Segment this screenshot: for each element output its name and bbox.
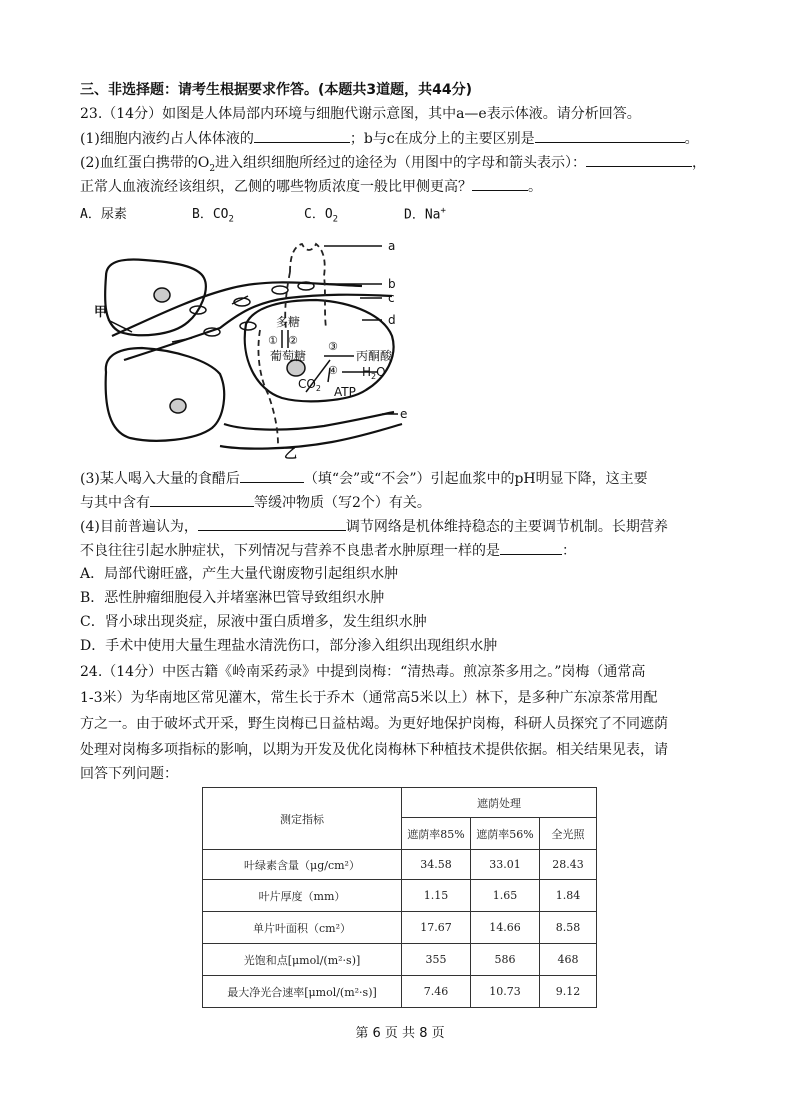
q23-part3-text-c: 与其中含有 (80, 495, 150, 511)
cell-value: 1.15 (402, 880, 471, 912)
q23-part2-text-c: 正常人血液流经该组织，乙侧的哪些物质浓度一般比甲侧更高？ (80, 179, 472, 195)
table-row (203, 976, 597, 1008)
q23-options (80, 201, 446, 230)
q23-part4-text-b: 调节网络是机体维持稳态的主要调节机制。长期营养 (345, 519, 668, 535)
step-4: ④ (328, 364, 338, 377)
page-footer: 第 6 页 共 8 页 (355, 1026, 445, 1041)
h2o-text: H (362, 365, 372, 379)
q23-part1-text-a: (1)细胞内液约占人体体液的 (80, 131, 254, 147)
cell-lower-left (106, 348, 225, 441)
q23-part4-option-d: D．手术中使用大量生理盐水清洗伤口，部分渗入组织出现组织水肿 (80, 638, 498, 654)
row-label: 光饱和点[μmol/(m²·s)] (203, 944, 402, 976)
header-indicator: 测定指标 (203, 788, 402, 850)
label-e: e (400, 407, 408, 421)
label-c: c (388, 291, 395, 305)
answer-blank[interactable] (535, 128, 685, 143)
q23-part2-question (80, 176, 542, 197)
cell-value: 14.66 (471, 912, 540, 944)
label-d: d (388, 313, 396, 327)
option-d (404, 201, 446, 225)
cell-value: 28.43 (540, 850, 597, 880)
q23-part4-text-c: 不良往往引起水肿症状，下列情况与营养不良患者水肿原理一样的是 (80, 543, 500, 559)
q23-part1-text-b: ；b与c在成分上的主要区别是 (349, 131, 535, 147)
punctuation: 。 (528, 179, 542, 195)
q23-part2-text-b: 进入组织细胞所经过的途径为（用图中的字母和箭头表示）： (215, 155, 587, 171)
header-shading-group: 遮荫处理 (402, 788, 597, 818)
cell-value: 355 (402, 944, 471, 976)
label-pyruvate: 丙酮酸 (356, 349, 393, 363)
tissue-diagram (92, 232, 428, 462)
q23-part4-option-c: C．肾小球出现炎症，尿液中蛋白质增多，发生组织水肿 (80, 614, 427, 630)
option-d-text: D．Na (404, 207, 441, 223)
cell-value: 34.58 (402, 850, 471, 880)
table-row (203, 912, 597, 944)
label-b: b (388, 277, 396, 291)
cell-value: 1.65 (471, 880, 540, 912)
q24-line-4: 处理对岗梅多项指标的影响，以期为开发及优化岗梅林下种植技术提供依据。相关结果见表，请 (80, 742, 668, 758)
answer-blank[interactable] (586, 152, 692, 167)
label-h2o (362, 365, 386, 381)
cell-value: 468 (540, 944, 597, 976)
cell-value: 10.73 (471, 976, 540, 1008)
red-blood-cell (272, 286, 288, 294)
row-label: 最大净光合速率[μmol/(m²·s)] (203, 976, 402, 1008)
subscript: 2 (228, 214, 234, 225)
punctuation: ， (692, 155, 707, 171)
step-1: ① (268, 334, 278, 347)
nucleus (154, 288, 170, 302)
label-a: a (388, 239, 396, 253)
q23-part4-option-b: B．恶性肿瘤细胞侵入并堵塞淋巴管导致组织水肿 (80, 590, 385, 606)
cell-value: 7.46 (402, 976, 471, 1008)
answer-blank[interactable] (254, 128, 350, 143)
table-header-row (203, 788, 597, 818)
label-atp: ATP (334, 385, 356, 399)
label-jia: 甲 (94, 305, 108, 320)
q24-line-2: 1-3米）为华南地区常见灌木，常生长于乔木（通常高5米以上）林下，是多种广东凉茶常用配 (80, 690, 658, 706)
cell-value: 1.84 (540, 880, 597, 912)
option-a: A．尿素 (80, 207, 127, 223)
q23-part2-text-a: (2)血红蛋白携带的O (80, 155, 210, 171)
q23-part4-cont (80, 540, 576, 561)
column-header: 遮荫率85% (402, 818, 471, 850)
section-heading: 三、非选择题：请考生根据要求作答。(本题共3道题，共44分) (80, 82, 473, 98)
nucleus (170, 399, 186, 413)
h2o-tail: O (376, 365, 386, 379)
table-row (203, 850, 597, 880)
answer-blank[interactable] (150, 492, 254, 507)
q23-part4-option-a: A．局部代谢旺盛，产生大量代谢废物引起组织水肿 (80, 566, 399, 582)
co2-text: CO (298, 377, 316, 391)
answer-blank[interactable] (240, 468, 304, 483)
column-header: 遮荫率56% (471, 818, 540, 850)
vessel-e-upper (224, 412, 394, 430)
cell-value: 17.67 (402, 912, 471, 944)
answer-blank[interactable] (472, 176, 528, 191)
q23-part4 (80, 516, 668, 537)
q23-part3 (80, 468, 648, 489)
label-glucose: 葡萄糖 (270, 349, 307, 363)
q23-part2 (80, 152, 706, 179)
q24-line-3: 方之一。由于破坏式开采，野生岗梅已日益枯竭。为更好地保护岗梅，科研人员探究了不同遮荫 (80, 716, 668, 732)
q23-part3-cont (80, 492, 431, 513)
cell-value: 9.12 (540, 976, 597, 1008)
row-label: 叶绿素含量（μg/cm²） (203, 850, 402, 880)
lymph-vessel-a (258, 330, 278, 444)
option-c (304, 205, 404, 230)
q24-line-1: 24.（14分）中医古籍《岭南采药录》中提到岗梅：“清热毒。煎凉茶多用之。”岗梅（通常高 (80, 664, 646, 680)
red-blood-cell (240, 322, 256, 330)
label-co2 (298, 377, 321, 393)
table-row (203, 880, 597, 912)
q23-part4-text-a: (4)目前普遍认为， (80, 519, 198, 535)
q23-part3-text-d: 等缓冲物质（写2个）有关。 (254, 495, 431, 511)
option-c-text: C．O (304, 207, 333, 223)
row-label: 叶片厚度（mm） (203, 880, 402, 912)
cell-value: 33.01 (471, 850, 540, 880)
q23-part3-text-a: (3)某人喝入大量的食醋后 (80, 471, 240, 487)
row-label: 单片叶面积（cm²） (203, 912, 402, 944)
column-header: 全光照 (540, 818, 597, 850)
q23-part3-text-b: （填“会”或“不会”）引起血浆中的pH明显下降，这主要 (303, 471, 648, 487)
q23-stem: 23.（14分）如图是人体局部内环境与细胞代谢示意图，其中a—e表示体液。请分析回答。 (80, 106, 641, 122)
option-b (192, 205, 304, 230)
step-3: ③ (328, 340, 338, 353)
h2o-subscript: 2 (371, 372, 377, 381)
table-row (203, 944, 597, 976)
subscript: 2 (209, 163, 216, 174)
q23-part1 (80, 128, 699, 149)
shading-results-table (202, 787, 597, 1008)
cell-value: 586 (471, 944, 540, 976)
co2-subscript: 2 (315, 384, 321, 393)
answer-blank[interactable] (500, 540, 562, 555)
punctuation: 。 (684, 131, 699, 147)
answer-blank[interactable] (198, 516, 346, 531)
label-polysaccharide: 多糖 (276, 315, 301, 329)
option-b-text: B．CO (192, 207, 229, 223)
cell-value: 8.58 (540, 912, 597, 944)
punctuation: ： (562, 543, 576, 559)
step-2: ② (288, 334, 298, 347)
q24-line-5: 回答下列问题： (80, 766, 178, 782)
superscript: + (440, 206, 446, 216)
subscript: 2 (332, 214, 339, 225)
label-yi: 乙 (284, 447, 298, 462)
